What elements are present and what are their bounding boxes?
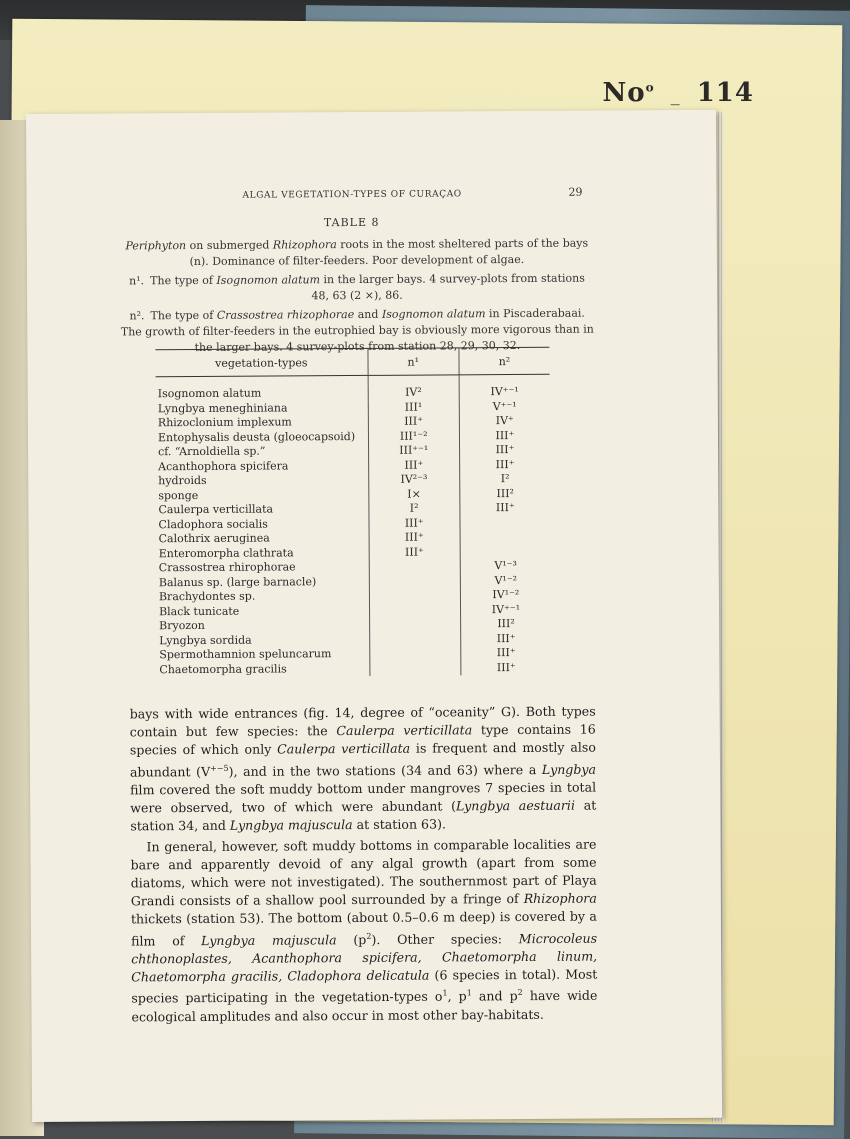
p2-segment: 1 — [442, 988, 448, 998]
table-caption — [119, 236, 595, 271]
species-cell: Crassostrea rhirophorae — [157, 560, 369, 576]
n2-cell: III⁺ — [495, 501, 515, 515]
paragraph-1 — [130, 703, 597, 836]
folder-number-dash: _ — [670, 85, 681, 106]
note-n2-text-mid: and — [354, 307, 382, 321]
header-vegetation-types: vegetation-types — [155, 348, 367, 376]
p2-segment: have wide ecological amplitudes and also occur in most other bay-habitats. — [131, 988, 598, 1025]
n1-cell: III⁺ — [369, 530, 460, 545]
table-header-row — [155, 347, 549, 376]
species-cell: Caulerpa verticillata — [156, 502, 368, 518]
p2-segment: In general, however, soft muddy bottoms in comparable localities are bare and apparently devoid of any algal growth (apart from some diatoms, which were not investigated). The southernmost part of Playa Grandi consists of a shallow pool surrounded by a fringe of — [130, 836, 597, 909]
species-cell: Brachydontes sp. — [157, 589, 369, 605]
caption-italic-2: Rhizophora — [272, 238, 337, 252]
species-cell: Rhizoclonium implexum — [156, 415, 368, 431]
species-cell: Spermothamnion speluncarum — [157, 647, 369, 663]
n2-cell: III⁺ — [496, 646, 516, 660]
p1-segment: type contains 16 species of which only — [129, 721, 596, 758]
p2-segment: Rhizophora — [523, 890, 597, 907]
n2-cell: V⁺⁻¹ — [492, 399, 517, 413]
species-cell: cf. “Arnoldiella sp.” — [156, 444, 368, 460]
n1-cell — [369, 632, 460, 647]
n2-cell: IV⁺ — [495, 414, 514, 428]
species-cell: Isognomon alatum — [156, 386, 368, 402]
n1-cell — [369, 588, 460, 603]
note-n2-text-b: in Piscaderabaai. The growth of filter-feeders in the eutrophied bay is obviously more vigorous than in the larger bays. 4 survey-plots from station 28, 29, 30, 32. — [120, 306, 594, 354]
table-body — [156, 374, 552, 677]
n2-cell: III⁺ — [495, 457, 515, 471]
vegetation-table — [155, 347, 551, 677]
p1-segment: bays with wide entrances (fig. 14, degree of “oceanity” G). Both types contain but few species: the — [129, 703, 596, 740]
species-cell: sponge — [156, 487, 368, 503]
document-page — [26, 110, 722, 1122]
paragraph-2 — [130, 835, 597, 1026]
n1-cell: IV²⁻³ — [368, 472, 459, 487]
p2-segment: 2 — [366, 931, 372, 941]
n2-cell: IV¹⁻² — [492, 587, 520, 602]
folder-number-label: No$^o$ _ 114 — [602, 78, 754, 108]
note-n1-text-b: in the larger bays. 4 survey-plots from stations 48, 63 (2 ×), 86. — [311, 271, 585, 303]
p1-segment: at station 63). — [352, 816, 447, 833]
n2-cell — [460, 515, 551, 530]
p1-segment: Caulerpa verticillata — [277, 741, 411, 757]
n1-cell: III⁺ — [368, 458, 459, 473]
caption-italic-1: Periphyton — [125, 239, 187, 253]
p2-segment: , p — [447, 988, 467, 1005]
page-number: 29 — [568, 185, 583, 199]
running-head: ALGAL VEGETATION-TYPES OF CURAÇAO — [242, 189, 462, 201]
p2-segment: thickets (station 53). The bottom (about 0.5–0.6 m deep) is covered by a film of — [130, 908, 597, 949]
note-n1-italic: Isognomon alatum — [216, 273, 321, 287]
p1-segment: Caulerpa verticillata — [336, 722, 473, 739]
species-cell: Lyngbya sordida — [157, 632, 369, 648]
p2-segment: Microcoleus chthonoplastes, Acanthophora spicifera, Chaetomorpha linum, Chaetomorpha gracilis, Cladophora delicatula — [131, 930, 598, 985]
note-n1-text-a: The type of — [150, 273, 217, 288]
n1-cell — [369, 574, 460, 589]
n2-cell: V¹⁻³ — [494, 559, 517, 573]
p1-segment: +−5 — [210, 763, 229, 773]
n2-cell: III² — [496, 486, 514, 500]
note-n1 — [119, 271, 595, 306]
species-cell: Bryozon — [157, 618, 369, 634]
caption-text-1: on submerged — [186, 238, 273, 253]
n1-cell: IV² — [368, 385, 459, 400]
table-row — [156, 385, 550, 402]
n2-cell: I² — [500, 472, 510, 486]
n2-cell — [460, 544, 551, 559]
note-n2-text-a: The type of — [150, 308, 217, 323]
species-cell: Lyngbya meneghiniana — [156, 400, 368, 416]
n1-cell: III⁺ — [369, 545, 460, 560]
n2-cell: III⁺ — [496, 631, 516, 645]
n1-cell — [369, 559, 460, 574]
n2-cell: III⁺ — [496, 660, 516, 674]
p1-segment: Lyngbya aestuarii — [455, 797, 576, 814]
n1-cell — [369, 603, 460, 618]
p1-segment: Lyngbya — [541, 761, 597, 777]
p2-segment: ). Other species: — [371, 930, 519, 947]
p1-segment: film covered the soft muddy bottom under mangroves 7 species in total were observed, two of which were abundant ( — [130, 779, 597, 816]
header-n1: n¹ — [368, 348, 459, 376]
folder-number-prefix: No — [602, 78, 646, 108]
caption-text-2: roots in the most sheltered parts of the bays (n). Dominance of filter-feeders. Poor development of algae. — [189, 236, 589, 269]
n2-cell: III⁺ — [495, 443, 515, 457]
note-n2-label: n². — [129, 309, 145, 323]
p2-segment: Lyngbya majuscula — [201, 931, 337, 948]
folder-number-value: 114 — [696, 78, 754, 108]
table-row — [157, 602, 551, 619]
p2-segment: (p — [336, 931, 367, 947]
n1-cell: I² — [369, 501, 460, 516]
species-cell: Chaetomorpha gracilis — [157, 661, 369, 677]
table-row — [157, 660, 551, 677]
p2-segment: 2 — [517, 988, 523, 998]
species-cell: Calothrix aeruginea — [157, 531, 369, 547]
note-n1-label: n¹. — [129, 274, 145, 288]
p2-segment: and p — [471, 988, 518, 1004]
species-cell: Cladophora socialis — [156, 516, 368, 532]
p1-segment: ), and in the two stations (34 and 63) where a — [228, 761, 542, 779]
n1-cell: III⁺ — [369, 516, 460, 531]
body-text — [130, 703, 598, 1027]
n1-cell — [369, 661, 460, 676]
p1-segment: Lyngbya majuscula — [229, 817, 353, 834]
note-n2-italic-1: Crassostrea rhizophorae — [216, 307, 355, 322]
species-cell: Acanthophora spicifera — [156, 458, 368, 474]
species-cell: Entophysalis deusta (gloeocapsoid) — [156, 429, 368, 445]
table-title: TABLE 8 — [323, 215, 380, 230]
species-cell: Balanus sp. (large barnacle) — [157, 574, 369, 590]
n2-cell: IV⁺⁻¹ — [490, 384, 519, 399]
p2-segment: 1 — [466, 988, 472, 998]
species-cell: hydroids — [156, 473, 368, 489]
n2-cell: V¹⁻² — [494, 573, 518, 587]
species-cell: Black tunicate — [157, 603, 369, 619]
n2-cell: III⁺ — [495, 428, 515, 442]
n1-cell: III⁺⁻¹ — [368, 443, 459, 458]
n1-cell: III¹⁻² — [368, 429, 459, 444]
p1-segment: is frequent and mostly also abundant (V — [129, 739, 596, 780]
n1-cell: III¹ — [368, 400, 459, 415]
n1-cell: I× — [368, 487, 459, 502]
n2-cell — [460, 530, 551, 545]
p1-segment: at station 34, and — [130, 797, 597, 834]
p2-segment: (6 species in total). Most species participating in the vegetation-types o — [131, 966, 598, 1006]
n2-cell: IV⁺⁻¹ — [491, 602, 521, 616]
n1-cell — [369, 617, 460, 632]
note-n2-italic-2: Isognomon alatum — [381, 307, 486, 321]
n2-cell: III² — [497, 617, 515, 631]
species-cell: Enteromorpha clathrata — [157, 545, 369, 561]
n1-cell — [369, 646, 460, 661]
header-n2: n² — [459, 347, 550, 375]
n1-cell: III⁺ — [368, 414, 459, 429]
